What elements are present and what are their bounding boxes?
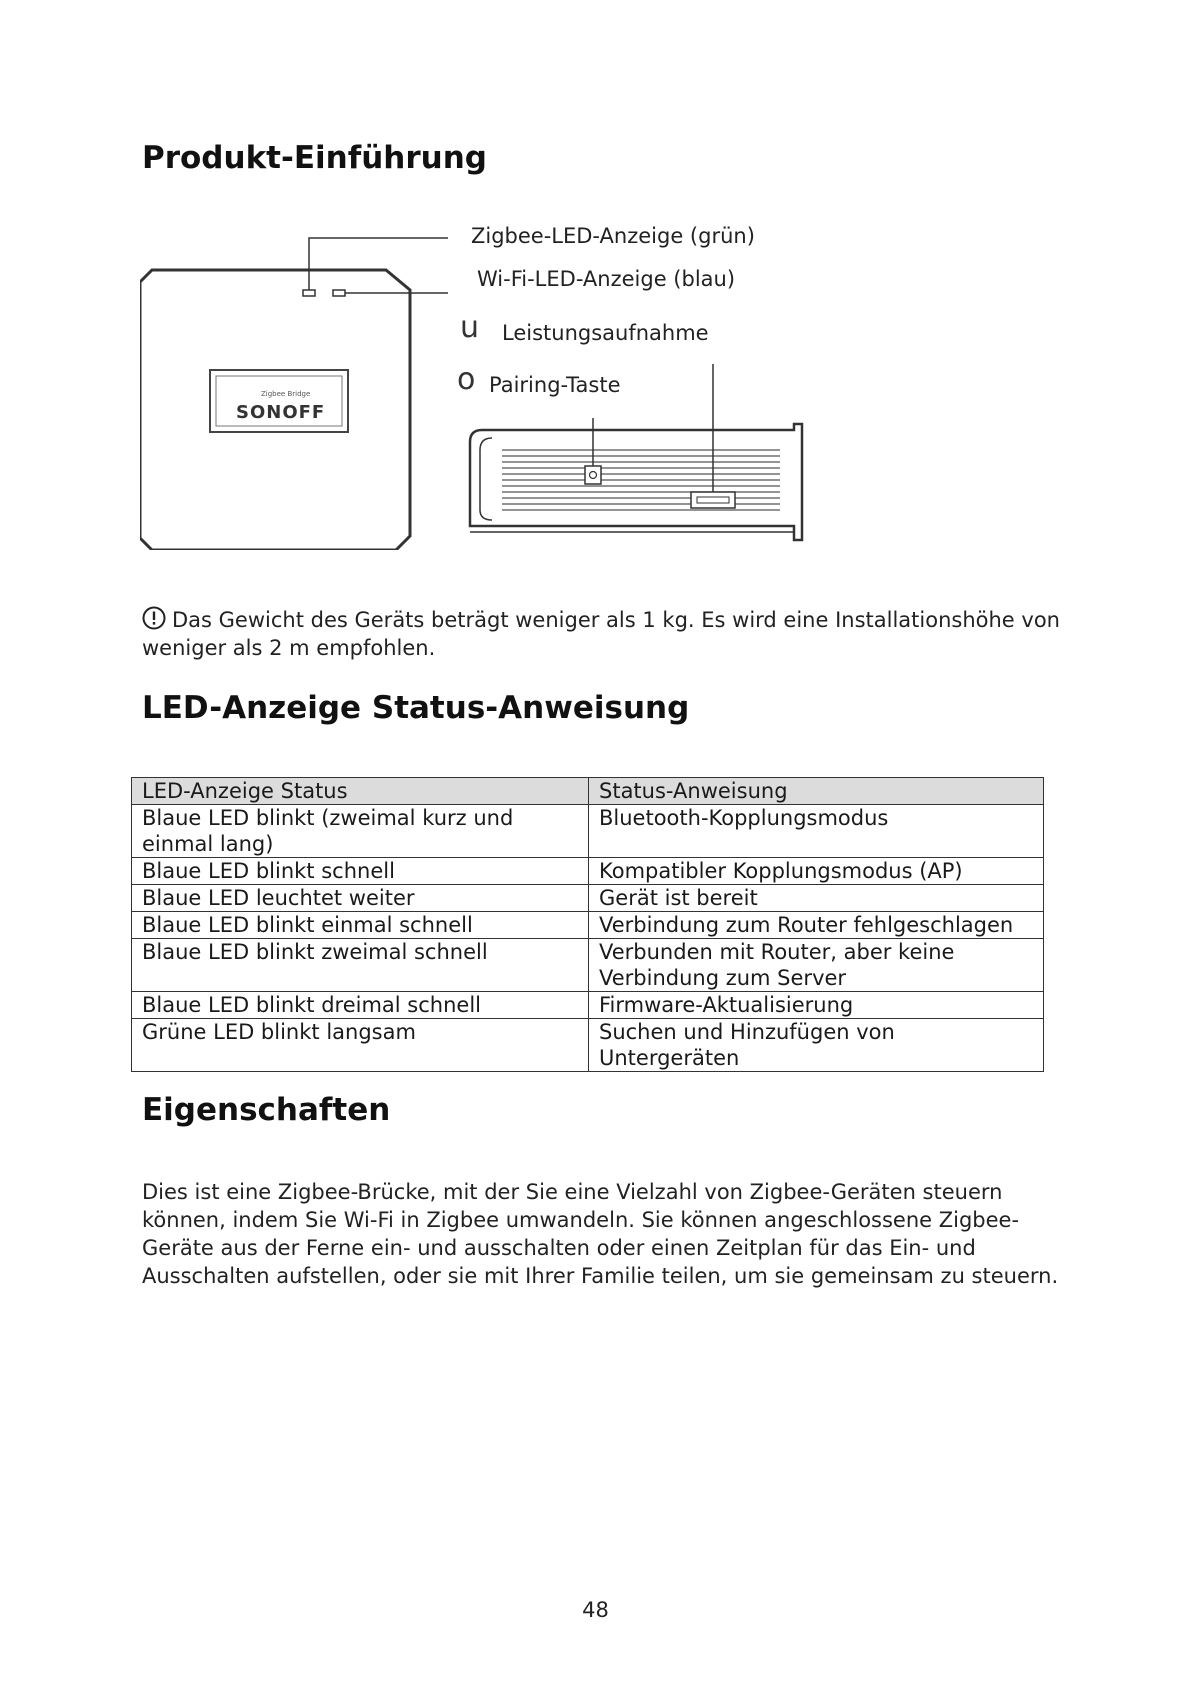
table-cell-instruction: Verbindung zum Router fehlgeschlagen	[589, 912, 1044, 939]
table-row	[132, 939, 1044, 992]
callout-wifi-led: Wi-Fi-LED-Anzeige (blau)	[477, 267, 736, 291]
table-cell-status: Blaue LED blinkt schnell	[132, 858, 589, 885]
table-cell-status: Blaue LED blinkt (zweimal kurz und einmal lang)	[132, 805, 589, 858]
section-heading-intro: Produkt-Einführung	[142, 140, 487, 176]
wifi-led-icon	[333, 290, 345, 296]
page-number: 48	[582, 1598, 609, 1622]
table-cell-instruction: Gerät ist bereit	[589, 885, 1044, 912]
device-figure	[140, 210, 840, 550]
features-paragraph: Dies ist eine Zigbee-Brücke, mit der Sie eine Vielzahl von Zigbee-Geräten steuern können, indem Sie Wi-Fi in Zigbee umwandeln. Sie können angeschlossene Zigbee-Geräte aus der Ferne ein- und ausschalten oder einen Zeitplan für das Ein- und Ausschalten aufstellen, oder sie mit Ihrer Familie teilen, um sie gemeinsam zu steuern.	[142, 1180, 1059, 1288]
table-cell-instruction: Suchen und Hinzufügen von Untergeräten	[589, 1019, 1044, 1072]
table-cell-status: Blaue LED blinkt einmal schnell	[132, 912, 589, 939]
table-row	[132, 858, 1044, 885]
pairing-button-icon	[585, 466, 601, 484]
weight-note	[142, 606, 1062, 662]
callout-zigbee-led: Zigbee-LED-Anzeige (grün)	[471, 224, 755, 248]
table-header-row	[132, 778, 1044, 805]
callout-power: Leistungsaufnahme	[502, 321, 709, 345]
table-cell-instruction: Kompatibler Kopplungsmodus (AP)	[589, 858, 1044, 885]
table-header-cell: LED-Anzeige Status	[132, 778, 589, 805]
exclamation-circle-icon	[142, 606, 166, 630]
table-cell-status: Blaue LED blinkt dreimal schnell	[132, 992, 589, 1019]
table-row	[132, 992, 1044, 1019]
section-heading-features: Eigenschaften	[142, 1092, 391, 1128]
table-cell-status: Blaue LED blinkt zweimal schnell	[132, 939, 589, 992]
callout-fragment-o: o	[457, 362, 476, 397]
table-cell-instruction: Firmware-Aktualisierung	[589, 992, 1044, 1019]
table-row	[132, 912, 1044, 939]
table-row	[132, 885, 1044, 912]
usb-port-inner-icon	[697, 497, 729, 503]
device-side-vents	[502, 450, 780, 510]
led-status-table	[131, 777, 1044, 1072]
weight-note-text: Das Gewicht des Geräts beträgt weniger als 1 kg. Es wird eine Installationshöhe von weniger als 2 m empfohlen.	[142, 608, 1060, 660]
device-model-text: Zigbee Bridge	[261, 390, 311, 398]
table-row	[132, 1019, 1044, 1072]
callout-pairing: Pairing-Taste	[489, 373, 621, 397]
section-heading-led: LED-Anzeige Status-Anweisung	[142, 690, 690, 726]
device-side-curve	[480, 438, 492, 520]
device-brand-text: SONOFF	[236, 402, 326, 423]
table-row	[132, 805, 1044, 858]
table-header-cell: Status-Anweisung	[589, 778, 1044, 805]
table-cell-instruction: Verbunden mit Router, aber keine Verbindung zum Server	[589, 939, 1044, 992]
callout-fragment-u: u	[460, 310, 480, 345]
device-side-outline	[470, 424, 802, 540]
table-cell-status: Blaue LED leuchtet weiter	[132, 885, 589, 912]
table-cell-status: Grüne LED blinkt langsam	[132, 1019, 589, 1072]
table-cell-instruction: Bluetooth-Kopplungsmodus	[589, 805, 1044, 858]
zigbee-led-leader-line	[309, 238, 448, 290]
zigbee-led-icon	[303, 290, 315, 296]
